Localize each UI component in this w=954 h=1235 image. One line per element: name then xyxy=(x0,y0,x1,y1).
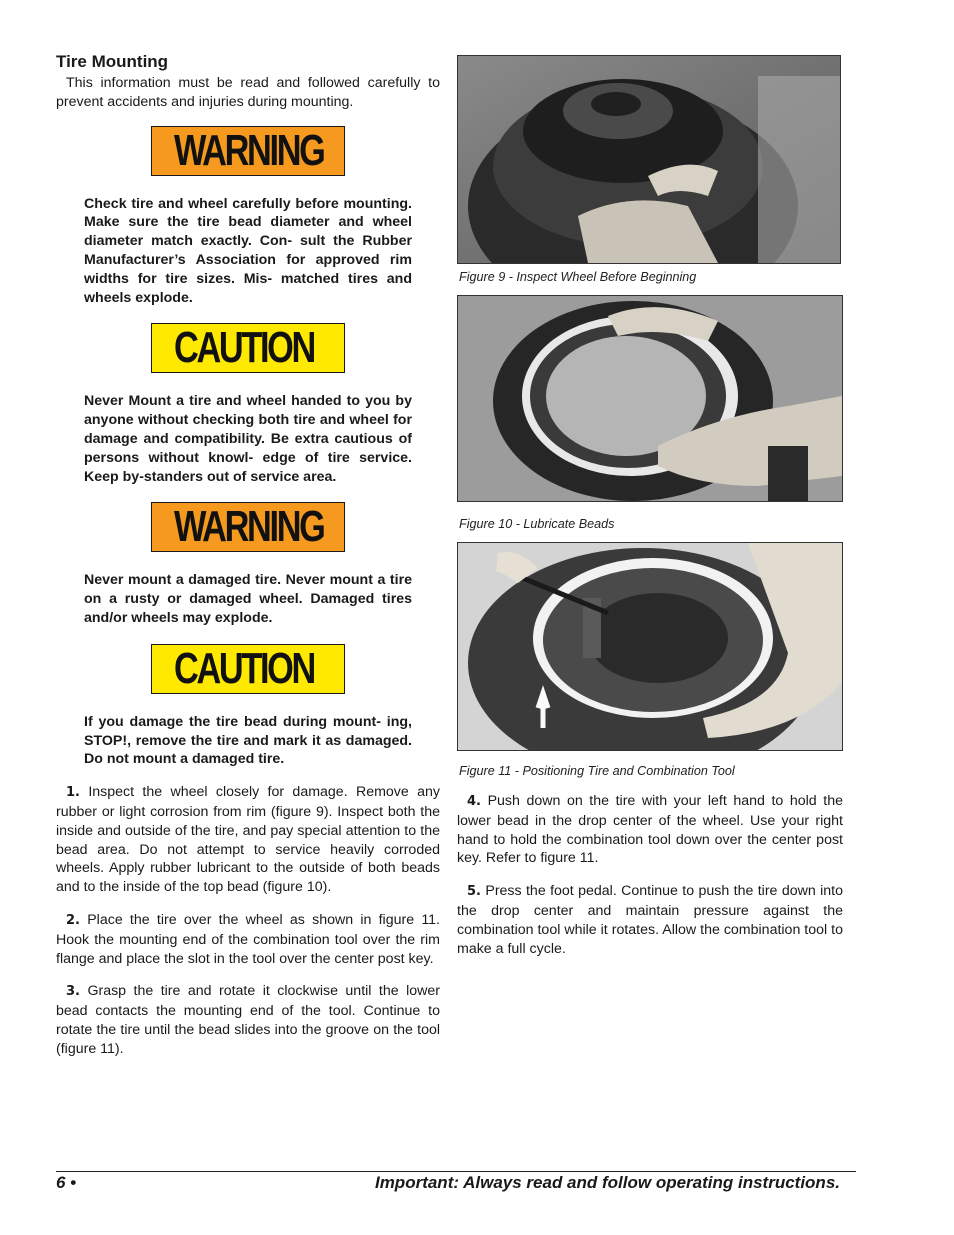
caution-word: CAUTION xyxy=(174,643,314,693)
step-text: Push down on the tire with your left hand to hold the lower bead in the drop center of the wheel. Use your right hand to hold the combination tool down over the center post key. Refer to figure 11. xyxy=(457,793,843,867)
step-text: Inspect the wheel closely for damage. Remove any rubber or light corrosion from rim (figure 9). Inspect both the inside and outside of the tire, and pay special attention to the bead area. Do not attempt to service heavily corroded wheels. Apply rubber lubricant to the outside of both beads and to the inside of the top bead (figure 10). xyxy=(56,784,440,896)
step-text: Place the tire over the wheel as shown in figure 11. Hook the mounting end of the combination tool over the rim flange and place the slot in the tool over the center post key. xyxy=(56,911,440,967)
intro-paragraph: This information must be read and followed carefully to prevent accidents and injuries during mounting. xyxy=(56,75,440,110)
page-number: 6 • xyxy=(56,1173,77,1192)
caution-notice-2 xyxy=(56,644,440,699)
warning-text-2: Never mount a damaged tire. Never mount a tire on a rusty or damaged wheel. Damaged tires and/or wheels may explode. xyxy=(84,572,412,626)
figure-10-photo xyxy=(457,295,843,502)
step-number: 4. xyxy=(467,794,481,809)
right-column xyxy=(457,55,843,958)
warning-word: WARNING xyxy=(174,502,324,552)
left-column xyxy=(56,52,440,1059)
warning-word: WARNING xyxy=(174,125,324,175)
figure-9-photo xyxy=(457,55,841,264)
step-2 xyxy=(56,911,440,968)
caution-label xyxy=(151,323,345,373)
warning-label xyxy=(151,126,345,176)
figure-11-caption: Figure 11 - Positioning Tire and Combination Tool xyxy=(459,764,735,778)
figure-11-photo xyxy=(457,542,843,751)
caution-text-2: If you damage the tire bead during mount- ing, STOP!, remove the tire and mark it as damaged. Do not mount a damaged tire. xyxy=(84,713,412,768)
figure-9-caption: Figure 9 - Inspect Wheel Before Beginning xyxy=(459,270,697,284)
step-5 xyxy=(457,882,843,958)
caution-text-1: Never Mount a tire and wheel handed to you by anyone without checking both tire and wheel for damage and compatibility. Be extra cautious of persons without knowl- edge of tire service. Keep by-standers out of service area. xyxy=(84,393,412,485)
footer-rule xyxy=(56,1171,856,1172)
step-number: 5. xyxy=(467,884,481,900)
caution-label xyxy=(151,644,345,694)
step-text: Grasp the tire and rotate it clockwise until the lower bead contacts the mounting end of the tool. Continue to rotate the tire until the bead slides into the groove on the tool (figure 11). xyxy=(56,983,440,1057)
section-title: Tire Mounting xyxy=(56,52,169,71)
step-number: 3. xyxy=(66,984,80,1000)
step-number: 1. xyxy=(66,785,80,801)
warning-text-1: Check tire and wheel carefully before mounting. Make sure the tire bead diameter and wheel diameter match exactly. Con- sult the Rubber Manufacturer’s Association for approved rim widths for tire sizes. Mis- matched tires and wheels explode. xyxy=(84,195,412,306)
step-3 xyxy=(56,982,440,1058)
figure-10-caption: Figure 10 - Lubricate Beads xyxy=(459,517,615,531)
warning-notice-2 xyxy=(56,502,440,557)
footer-note: Important: Always read and follow operating instructions. xyxy=(374,1173,840,1192)
warning-label xyxy=(151,502,345,552)
step-number: 2. xyxy=(66,912,80,928)
caution-word: CAUTION xyxy=(174,323,314,373)
step-4 xyxy=(457,792,843,868)
step-1 xyxy=(56,783,440,897)
step-text: Press the foot pedal. Continue to push the tire down into the drop center and maintain pressure against the combination tool while it rotates. Allow the combination tool to make a full cycle. xyxy=(457,883,843,957)
warning-notice-1 xyxy=(56,126,440,181)
caution-notice-1 xyxy=(56,323,440,378)
